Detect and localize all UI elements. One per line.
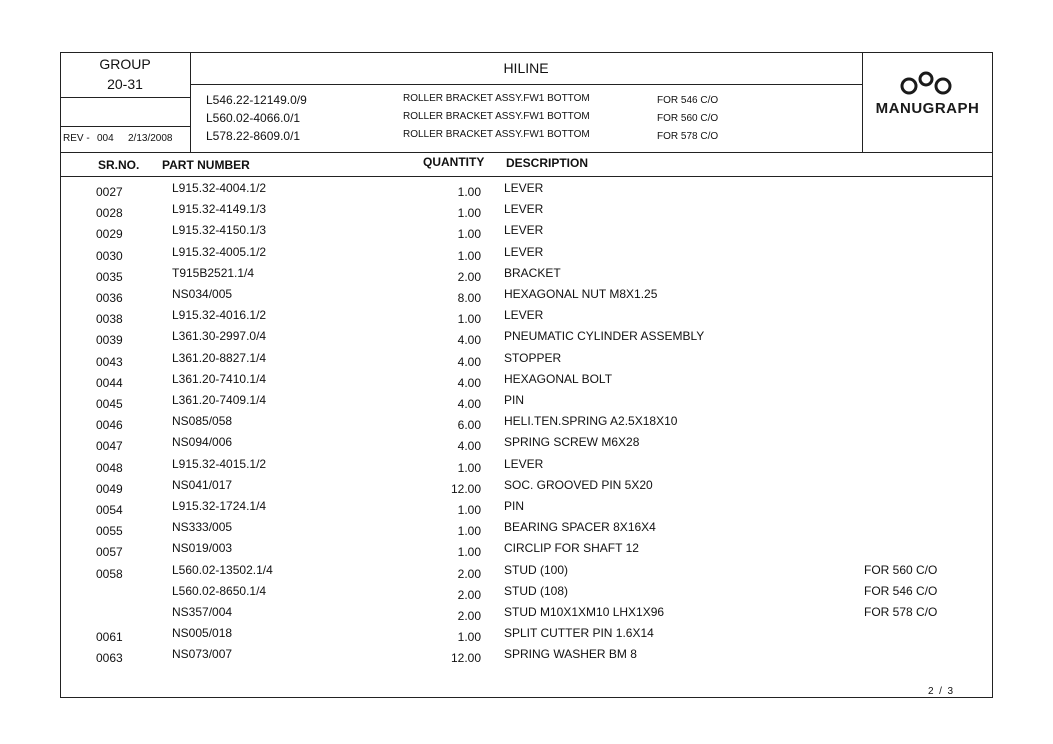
row-part-number: L361.20-7410.1/4 bbox=[172, 372, 267, 386]
row-description: HEXAGONAL NUT M8X1.25 bbox=[504, 287, 658, 301]
table-row bbox=[0, 584, 1053, 605]
row-quantity: 1.00 bbox=[457, 206, 481, 220]
table-row bbox=[0, 499, 1053, 520]
assembly-desc: ROLLER BRACKET ASSY.FW1 BOTTOM bbox=[403, 93, 590, 104]
column-header-desc: DESCRIPTION bbox=[506, 156, 589, 170]
row-sr-number: 0047 bbox=[96, 439, 123, 453]
row-description: PIN bbox=[504, 393, 525, 407]
row-part-number: NS333/005 bbox=[172, 520, 233, 534]
table-row bbox=[0, 478, 1053, 499]
row-description: LEVER bbox=[504, 202, 544, 216]
column-header-bottom bbox=[60, 176, 993, 177]
row-quantity: 4.00 bbox=[457, 355, 481, 369]
row-part-number: T915B2521.1/4 bbox=[172, 266, 255, 280]
rev-label: REV - bbox=[63, 133, 90, 144]
row-description: CIRCLIP FOR SHAFT 12 bbox=[504, 541, 639, 555]
manugraph-logo bbox=[863, 66, 992, 126]
row-sr-number: 0058 bbox=[96, 567, 123, 581]
table-row bbox=[0, 393, 1053, 414]
column-header-qty: QUANTITY bbox=[423, 155, 485, 169]
row-part-number: L915.32-4149.1/3 bbox=[172, 202, 267, 216]
row-part-number: NS019/003 bbox=[172, 541, 233, 555]
row-sr-number: 0055 bbox=[96, 524, 123, 538]
page-separator: / bbox=[939, 686, 942, 697]
row-sr-number: 0036 bbox=[96, 291, 123, 305]
row-part-number: L361.20-8827.1/4 bbox=[172, 351, 267, 365]
table-row bbox=[0, 245, 1053, 266]
row-part-number: NS041/017 bbox=[172, 478, 233, 492]
title-underline bbox=[190, 84, 862, 85]
row-part-number: NS034/005 bbox=[172, 287, 233, 301]
row-description: BRACKET bbox=[504, 266, 561, 280]
column-header-sr: SR.NO. bbox=[98, 158, 140, 172]
table-row bbox=[0, 329, 1053, 350]
table-row bbox=[0, 605, 1053, 626]
column-header-part: PART NUMBER bbox=[162, 158, 250, 172]
assembly-desc: ROLLER BRACKET ASSY.FW1 BOTTOM bbox=[403, 111, 590, 122]
page-title: HILINE bbox=[503, 60, 549, 76]
row-description: SPRING SCREW M6X28 bbox=[504, 435, 640, 449]
assembly-part: L546.22-12149.0/9 bbox=[206, 93, 307, 107]
row-part-number: L361.20-7409.1/4 bbox=[172, 393, 267, 407]
row-quantity: 12.00 bbox=[450, 482, 481, 496]
assembly-for: FOR 560 C/O bbox=[657, 113, 719, 124]
row-description: SOC. GROOVED PIN 5X20 bbox=[504, 478, 653, 492]
page-total: 3 bbox=[947, 686, 954, 697]
table-row bbox=[0, 351, 1053, 372]
frame-bottom bbox=[60, 697, 993, 698]
table-row bbox=[0, 626, 1053, 647]
row-description: SPLIT CUTTER PIN 1.6X14 bbox=[504, 626, 654, 640]
row-description: SPRING WASHER BM 8 bbox=[504, 647, 637, 661]
row-quantity: 2.00 bbox=[457, 270, 481, 284]
row-part-number: L361.30-2997.0/4 bbox=[172, 329, 267, 343]
table-row bbox=[0, 266, 1053, 287]
row-quantity: 8.00 bbox=[457, 291, 481, 305]
row-sr-number: 0054 bbox=[96, 503, 123, 517]
row-part-number: L560.02-13502.1/4 bbox=[172, 563, 273, 577]
row-quantity: 2.00 bbox=[457, 588, 481, 602]
page-number bbox=[928, 686, 953, 697]
row-sr-number: 0044 bbox=[96, 376, 123, 390]
row-sr-number: 0057 bbox=[96, 545, 123, 559]
row-description: BEARING SPACER 8X16X4 bbox=[504, 520, 656, 534]
table-row bbox=[0, 647, 1053, 668]
row-quantity: 1.00 bbox=[457, 461, 481, 475]
row-sr-number: 0029 bbox=[96, 227, 123, 241]
assembly-desc: ROLLER BRACKET ASSY.FW1 BOTTOM bbox=[403, 129, 590, 140]
row-sr-number: 0061 bbox=[96, 630, 123, 644]
logo-mark-icon bbox=[899, 70, 959, 96]
table-row bbox=[0, 308, 1053, 329]
row-remark: FOR 546 C/O bbox=[864, 584, 938, 598]
row-description: LEVER bbox=[504, 308, 544, 322]
row-quantity: 12.00 bbox=[450, 651, 481, 665]
row-part-number: L915.32-4015.1/2 bbox=[172, 457, 267, 471]
row-description: LEVER bbox=[504, 181, 544, 195]
row-part-number: L915.32-4016.1/2 bbox=[172, 308, 267, 322]
frame-top bbox=[60, 52, 993, 53]
row-description: LEVER bbox=[504, 457, 544, 471]
assembly-for: FOR 578 C/O bbox=[657, 131, 719, 142]
row-quantity: 1.00 bbox=[457, 185, 481, 199]
table-row bbox=[0, 202, 1053, 223]
row-description: LEVER bbox=[504, 223, 544, 237]
row-part-number: NS085/058 bbox=[172, 414, 233, 428]
table-row bbox=[0, 435, 1053, 456]
row-sr-number: 0049 bbox=[96, 482, 123, 496]
row-description: STUD M10X1XM10 LHX1X96 bbox=[504, 605, 665, 619]
row-sr-number: 0046 bbox=[96, 418, 123, 432]
row-part-number: NS073/007 bbox=[172, 647, 233, 661]
row-description: PNEUMATIC CYLINDER ASSEMBLY bbox=[504, 329, 705, 343]
table-row bbox=[0, 287, 1053, 308]
row-description: STUD (100) bbox=[504, 563, 569, 577]
row-sr-number: 0048 bbox=[96, 461, 123, 475]
assembly-for: FOR 546 C/O bbox=[657, 95, 719, 106]
row-quantity: 4.00 bbox=[457, 333, 481, 347]
row-quantity: 4.00 bbox=[457, 376, 481, 390]
rev-number: 004 bbox=[97, 133, 114, 144]
table-row bbox=[0, 563, 1053, 584]
row-part-number: L915.32-4150.1/3 bbox=[172, 223, 267, 237]
header-bottom bbox=[60, 152, 993, 153]
row-quantity: 6.00 bbox=[457, 418, 481, 432]
row-part-number: NS094/006 bbox=[172, 435, 233, 449]
row-sr-number: 0035 bbox=[96, 270, 123, 284]
row-quantity: 1.00 bbox=[457, 227, 481, 241]
row-part-number: NS005/018 bbox=[172, 626, 233, 640]
row-quantity: 1.00 bbox=[457, 503, 481, 517]
row-sr-number: 0043 bbox=[96, 355, 123, 369]
row-sr-number: 0063 bbox=[96, 651, 123, 665]
row-quantity: 2.00 bbox=[457, 567, 481, 581]
row-part-number: L915.32-1724.1/4 bbox=[172, 499, 267, 513]
row-part-number: L915.32-4004.1/2 bbox=[172, 181, 267, 195]
row-description: PIN bbox=[504, 499, 525, 513]
table-row bbox=[0, 457, 1053, 478]
table-row bbox=[0, 372, 1053, 393]
row-quantity: 4.00 bbox=[457, 439, 481, 453]
table-row bbox=[0, 223, 1053, 244]
row-quantity: 4.00 bbox=[457, 397, 481, 411]
assembly-part: L578.22-8609.0/1 bbox=[206, 129, 301, 143]
row-sr-number: 0038 bbox=[96, 312, 123, 326]
row-quantity: 1.00 bbox=[457, 249, 481, 263]
logo-text: MANUGRAPH bbox=[875, 100, 980, 117]
row-sr-number: 0027 bbox=[96, 185, 123, 199]
row-description: STOPPER bbox=[504, 351, 562, 365]
row-sr-number: 0039 bbox=[96, 333, 123, 347]
row-quantity: 1.00 bbox=[457, 524, 481, 538]
table-row bbox=[0, 541, 1053, 562]
row-description: HELI.TEN.SPRING A2.5X18X10 bbox=[504, 414, 678, 428]
row-part-number: L915.32-4005.1/2 bbox=[172, 245, 267, 259]
group-number: 20-31 bbox=[107, 76, 143, 92]
row-quantity: 1.00 bbox=[457, 545, 481, 559]
row-description: STUD (108) bbox=[504, 584, 569, 598]
page-current: 2 bbox=[928, 686, 934, 697]
row-sr-number: 0028 bbox=[96, 206, 123, 220]
assembly-part: L560.02-4066.0/1 bbox=[206, 111, 301, 125]
rev-box-top bbox=[60, 126, 190, 127]
rev-date: 2/13/2008 bbox=[128, 133, 173, 144]
row-quantity: 1.00 bbox=[457, 312, 481, 326]
row-sr-number: 0030 bbox=[96, 249, 123, 263]
row-remark: FOR 578 C/O bbox=[864, 605, 938, 619]
group-box-bottom bbox=[60, 97, 190, 98]
row-sr-number: 0045 bbox=[96, 397, 123, 411]
row-part-number: NS357/004 bbox=[172, 605, 233, 619]
row-quantity: 1.00 bbox=[457, 630, 481, 644]
row-part-number: L560.02-8650.1/4 bbox=[172, 584, 267, 598]
row-description: LEVER bbox=[504, 245, 544, 259]
table-row bbox=[0, 181, 1053, 202]
table-row bbox=[0, 414, 1053, 435]
group-label: GROUP bbox=[99, 56, 151, 72]
row-description: HEXAGONAL BOLT bbox=[504, 372, 613, 386]
row-quantity: 2.00 bbox=[457, 609, 481, 623]
row-remark: FOR 560 C/O bbox=[864, 563, 938, 577]
table-row bbox=[0, 520, 1053, 541]
